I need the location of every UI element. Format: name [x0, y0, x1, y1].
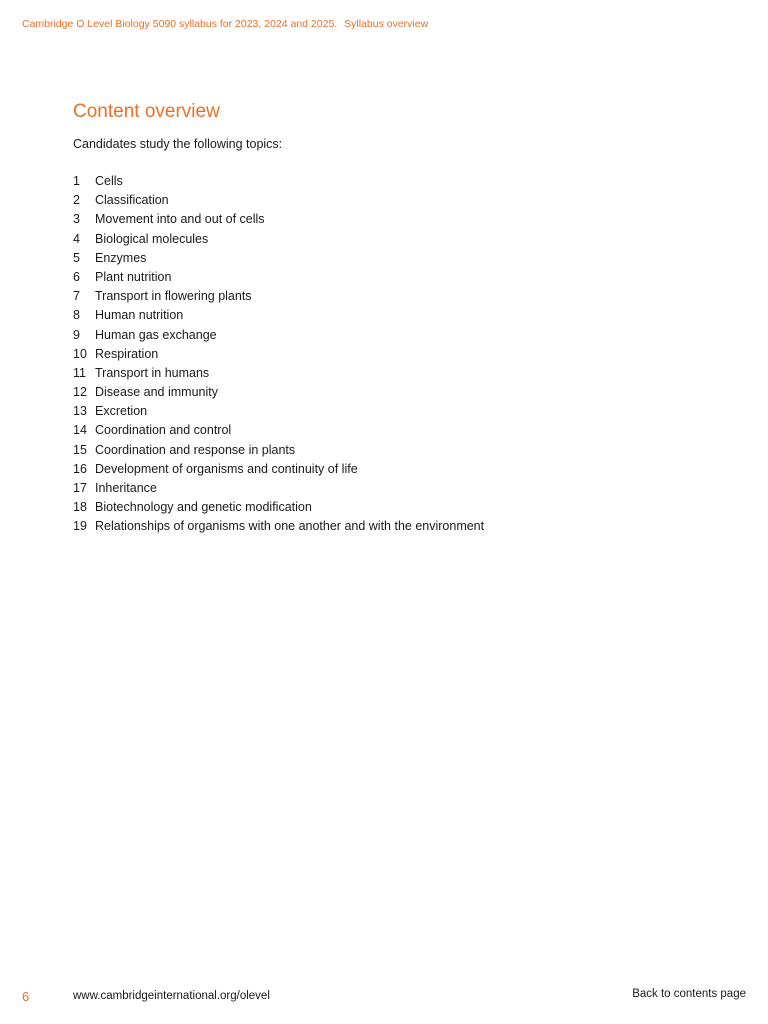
topic-label: Development of organisms and continuity of life [95, 461, 358, 476]
intro-text: Candidates study the following topics: [73, 137, 283, 151]
list-item [73, 383, 713, 402]
topic-label: Respiration [95, 346, 159, 361]
topic-label: Enzymes [95, 250, 147, 265]
running-header [22, 18, 428, 30]
list-item [73, 172, 713, 191]
header-section: Syllabus overview [344, 18, 429, 30]
list-item [73, 517, 713, 536]
topic-label: Human nutrition [95, 308, 184, 323]
website-link[interactable]: www.cambridgeinternational.org/olevel [73, 990, 270, 1002]
list-item [73, 191, 713, 210]
list-item [73, 268, 713, 287]
page-title: Content overview [73, 101, 220, 122]
topic-number: 6 [73, 269, 80, 284]
list-item [73, 326, 713, 345]
topic-label: Cells [95, 174, 123, 188]
topic-label: Coordination and control [95, 423, 232, 438]
topic-number: 9 [73, 327, 80, 342]
topic-label: Biotechnology and genetic modification [95, 500, 312, 515]
topic-label: Disease and immunity [95, 385, 218, 400]
topic-number: 4 [73, 231, 80, 246]
topic-number: 15 [73, 442, 87, 457]
list-item [73, 364, 713, 383]
topic-label: Transport in flowering plants [95, 289, 252, 304]
topic-label: Classification [95, 193, 169, 208]
list-item [73, 479, 713, 498]
topic-number: 7 [73, 289, 80, 304]
back-to-contents-link[interactable]: Back to contents page [632, 988, 746, 1000]
topic-number: 19 [73, 519, 87, 534]
list-item [73, 402, 713, 421]
main-content [73, 100, 713, 537]
header-title: Cambridge O Level Biology 5090 syllabus for 2023, 2024 and 2025. [22, 18, 338, 30]
topic-label: Excretion [95, 404, 148, 419]
topic-list [73, 172, 713, 537]
topic-number: 13 [73, 404, 87, 419]
list-item [73, 441, 713, 460]
list-item [73, 498, 713, 517]
list-item [73, 421, 713, 440]
topic-label: Movement into and out of cells [95, 212, 265, 227]
topic-label: Transport in humans [95, 365, 210, 380]
topic-label: Inheritance [95, 481, 157, 495]
topic-number: 3 [73, 212, 80, 227]
list-item [73, 345, 713, 364]
topic-number: 18 [73, 500, 87, 515]
topic-number: 2 [73, 193, 80, 208]
topic-number: 14 [73, 423, 87, 438]
topic-number: 16 [73, 461, 87, 476]
topic-label: Human gas exchange [95, 327, 217, 342]
topic-label: Relationships of organisms with one another and with the environment [95, 519, 485, 534]
topic-label: Biological molecules [95, 231, 209, 246]
list-item [73, 460, 713, 479]
topic-label: Plant nutrition [95, 269, 172, 284]
topic-number: 1 [73, 174, 80, 188]
page-number: 6 [22, 989, 30, 1004]
topic-number: 8 [73, 308, 80, 323]
list-item [73, 210, 713, 229]
list-item [73, 249, 713, 268]
topic-number: 12 [73, 385, 87, 400]
topic-number: 11 [73, 365, 86, 380]
topic-number: 17 [73, 481, 87, 495]
topic-number: 10 [73, 346, 87, 361]
list-item [73, 230, 713, 249]
list-item [73, 306, 713, 325]
topic-label: Coordination and response in plants [95, 442, 296, 457]
list-item [73, 287, 713, 306]
topic-number: 5 [73, 250, 80, 265]
